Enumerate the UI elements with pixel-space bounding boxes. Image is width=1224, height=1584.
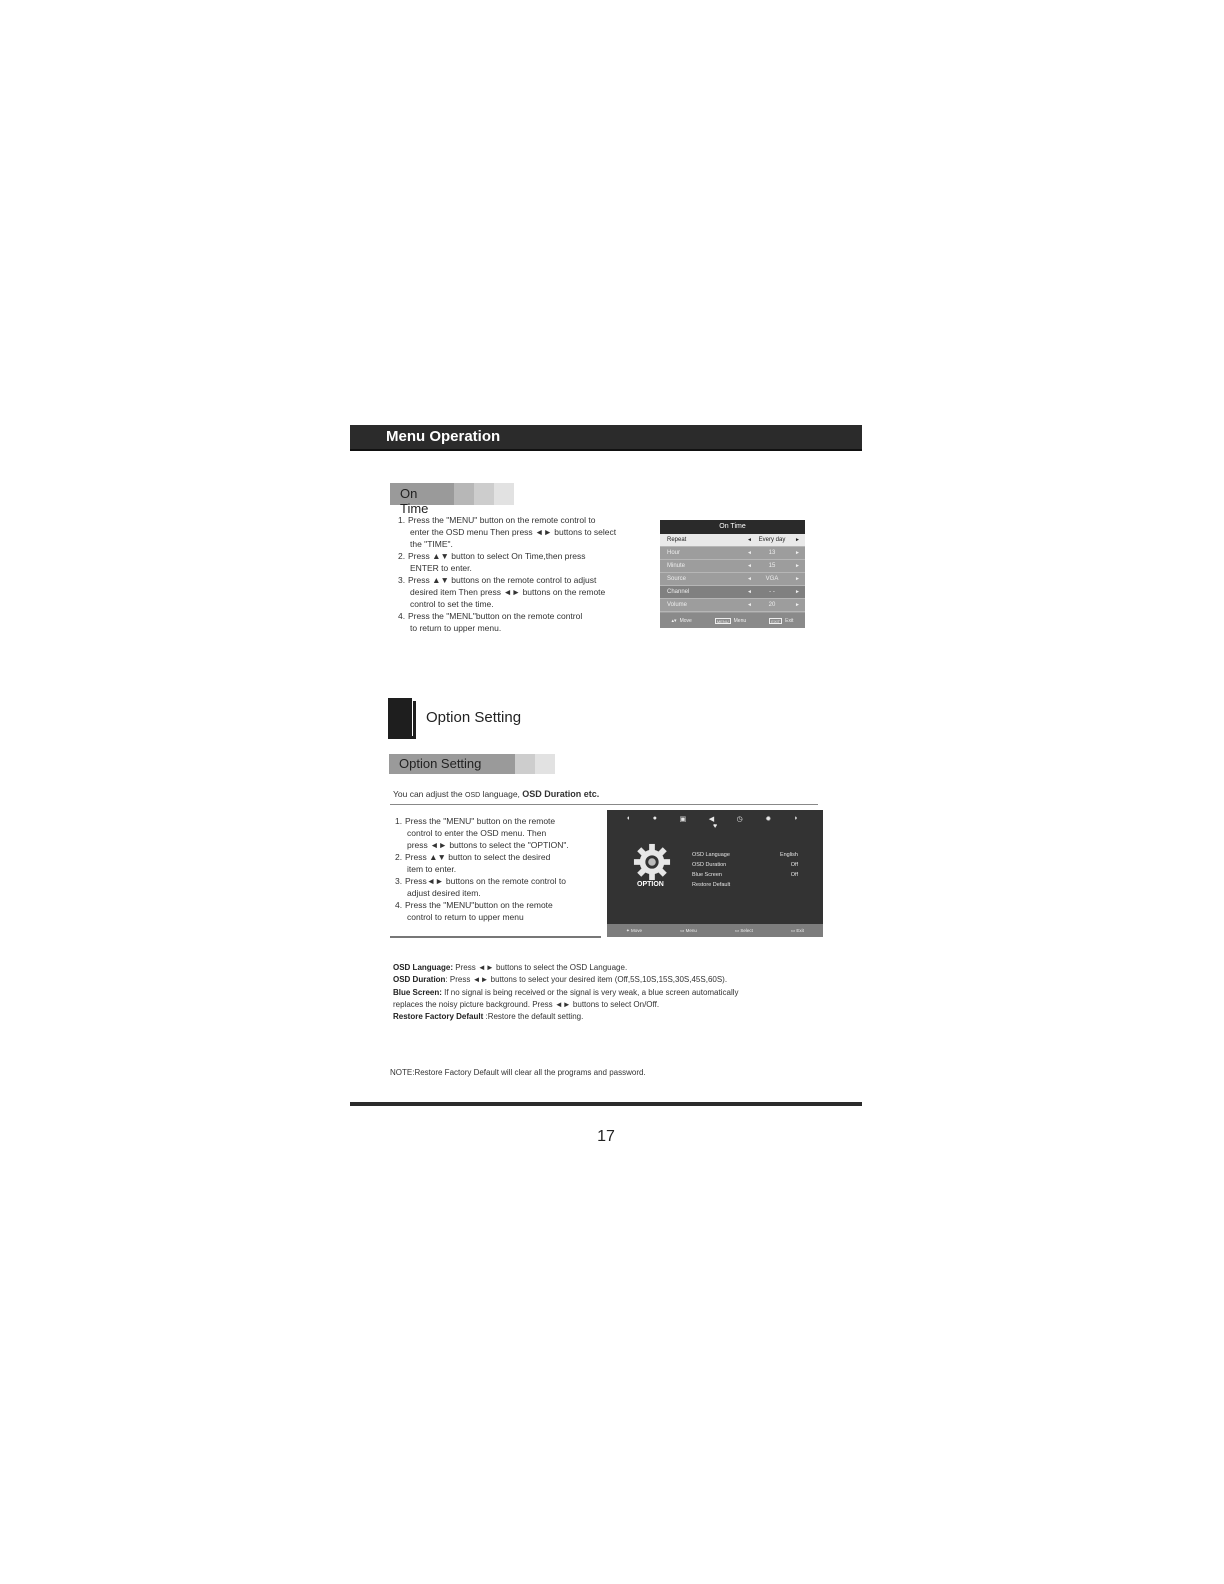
on-time-tab-text: On Time xyxy=(390,483,454,505)
osd-row xyxy=(660,547,805,560)
osd-row-label: Volume xyxy=(667,602,688,608)
intro-rule xyxy=(390,804,818,805)
step-text: item to enter. xyxy=(407,864,457,874)
intro-emphasis: OSD Duration etc. xyxy=(522,789,600,799)
step-number: 1. xyxy=(395,816,403,826)
right-arrow-icon: ► xyxy=(795,602,800,608)
step-item xyxy=(395,899,600,923)
intro-osd: OSD xyxy=(465,792,481,799)
note: NOTE:Restore Factory Default will clear all the programs and password. xyxy=(390,1068,646,1077)
on-time-steps xyxy=(398,514,648,634)
footer-move-label: Move xyxy=(679,617,692,624)
option-label: OPTION xyxy=(637,881,664,888)
move-arrows-icon: ▴▾ xyxy=(671,617,677,624)
step-item xyxy=(395,815,600,851)
selected-indicator-icon: ♥ xyxy=(713,823,718,830)
footer-exit: ▭ Exit xyxy=(790,927,804,933)
description-term: Restore Factory Default xyxy=(393,1012,484,1022)
section-marker-icon xyxy=(388,698,416,738)
step-number: 2. xyxy=(398,551,406,561)
exit-key-icon: EXIT xyxy=(771,618,781,624)
right-arrow-icon: ► xyxy=(795,563,800,569)
option-osd-footer xyxy=(607,924,823,937)
intro-mid: language, xyxy=(482,789,520,799)
header-title: Menu Operation xyxy=(386,428,501,445)
option-list xyxy=(692,850,816,890)
option-item-label: OSD Duration xyxy=(692,862,727,868)
osd-footer xyxy=(660,613,805,628)
osd-rows xyxy=(660,534,805,612)
steps-rule xyxy=(390,936,601,938)
intro-prefix: You can adjust the xyxy=(393,789,463,799)
right-arrow-icon: ► xyxy=(795,589,800,595)
header-bar xyxy=(350,425,862,451)
left-arrow-icon: ◄ xyxy=(747,576,752,582)
description-line xyxy=(393,987,739,999)
osd-row-value: 15 xyxy=(768,563,776,569)
footer-select: ▭ Select xyxy=(734,927,753,933)
description-text: : Press ◄► buttons to select your desired item (Off,5S,10S,15S,30S,45S,60S). xyxy=(445,975,728,985)
footer-menu: ▭ Menu xyxy=(680,927,697,933)
step-item xyxy=(395,851,600,875)
step-text: Press the "MENU" button on the remote control to xyxy=(408,515,596,525)
step-text: control to set the time. xyxy=(410,599,494,609)
description-line xyxy=(393,1011,739,1023)
footer-exit-label: Exit xyxy=(796,927,804,933)
option-descriptions xyxy=(393,962,739,1023)
osd-row-label: Channel xyxy=(667,589,690,595)
osd-row-value: Every day xyxy=(758,537,786,543)
step-number: 3. xyxy=(398,575,406,585)
description-text: replaces the noisy picture background. Press ◄► buttons to select On/Off. xyxy=(393,999,660,1009)
step-number: 4. xyxy=(398,611,406,621)
osd-row-value: 13 xyxy=(768,550,776,556)
description-text: :Restore the default setting. xyxy=(483,1012,584,1022)
option-item xyxy=(692,880,816,890)
osd-title: On Time xyxy=(660,520,805,534)
option-tab-text: Option Setting xyxy=(389,754,515,774)
osd-row-label: Hour xyxy=(667,550,681,556)
tab-fade-2 xyxy=(474,483,494,505)
step-item xyxy=(398,514,648,550)
osd-row-label: Source xyxy=(667,576,687,582)
gear-icon xyxy=(633,843,671,881)
osd-row xyxy=(660,586,805,599)
step-text: the "TIME". xyxy=(410,539,453,549)
option-osd-screen xyxy=(607,810,823,937)
left-arrow-icon: ◄ xyxy=(747,589,752,595)
step-text: control to enter the OSD menu. Then xyxy=(407,828,547,838)
step-text: Press◄► buttons on the remote control to xyxy=(405,876,566,886)
option-item-label: Blue Screen xyxy=(692,872,722,878)
option-item-label: Restore Default xyxy=(692,882,731,888)
footer-exit xyxy=(769,618,793,624)
option-item-label: OSD Language xyxy=(692,852,730,858)
step-text: Press ▲▼ button to select the desired xyxy=(405,852,551,862)
channel-icon: ◖ xyxy=(626,815,631,822)
option-item xyxy=(692,860,816,870)
on-time-tab-label xyxy=(390,483,514,516)
on-time-osd-screen xyxy=(660,520,805,628)
step-number: 1. xyxy=(398,515,406,525)
description-term: OSD Duration xyxy=(393,975,446,985)
screen-icon: ▣ xyxy=(679,816,687,823)
step-text: control to return to upper menu xyxy=(407,912,524,922)
osd-row-label: Repeat xyxy=(667,537,687,543)
footer-menu xyxy=(715,618,746,624)
step-item xyxy=(398,550,648,574)
footer-exit-label: Exit xyxy=(785,617,794,624)
left-arrow-icon: ◄ xyxy=(747,550,752,556)
right-arrow-icon: ► xyxy=(795,576,800,582)
step-text: ENTER to enter. xyxy=(410,563,472,573)
step-number: 4. xyxy=(395,900,403,910)
footer-move: ✦ Move xyxy=(626,927,643,933)
step-text: Press the "MENL"button on the remote control xyxy=(408,611,583,621)
description-text: Press ◄► buttons to select the OSD Language. xyxy=(453,963,628,972)
option-tab-label xyxy=(389,754,555,774)
osd-row xyxy=(660,560,805,573)
option-section-title: Option Setting xyxy=(426,709,522,726)
step-number: 2. xyxy=(395,852,403,862)
option-item-value: Off xyxy=(790,872,798,878)
step-text: Press ▲▼ buttons on the remote control to adjust xyxy=(408,575,597,585)
tab-fade-3 xyxy=(494,483,514,505)
step-text: press ◄► buttons to select the "OPTION". xyxy=(407,840,569,850)
osd-row xyxy=(660,599,805,612)
description-line xyxy=(393,999,739,1011)
step-number: 3. xyxy=(395,876,403,886)
step-text: Press the "MENU" button on the remote xyxy=(405,816,556,826)
option-item xyxy=(692,870,816,880)
left-arrow-icon: ◄ xyxy=(747,537,752,543)
osd-row-value: VGA xyxy=(765,576,779,582)
footer-move-label: Move xyxy=(631,927,643,933)
left-arrow-icon: ◄ xyxy=(747,563,752,569)
menu-key-icon: MENU xyxy=(716,618,729,624)
osd-row-label: Minute xyxy=(667,563,686,569)
option-steps xyxy=(395,815,600,923)
footer-menu-label: Menu xyxy=(685,927,697,933)
option-icon: ✹ xyxy=(765,816,772,823)
tab-fade-2 xyxy=(515,754,535,774)
right-arrow-icon: ► xyxy=(795,550,800,556)
sound-icon: ◀ xyxy=(708,816,715,823)
page-number: 17 xyxy=(597,1128,615,1145)
footer-move xyxy=(672,618,692,624)
step-item xyxy=(398,610,648,634)
description-line xyxy=(393,962,739,974)
footer-bar xyxy=(350,1102,862,1106)
lock-icon: ◗ xyxy=(793,815,798,822)
description-text: If no signal is being received or the signal is very weak, a blue screen automatically xyxy=(441,987,739,997)
option-item-value: Off xyxy=(790,862,798,868)
description-term: OSD Language: xyxy=(393,963,454,972)
option-intro xyxy=(393,789,599,799)
step-text: adjust desired item. xyxy=(407,888,481,898)
osd-row xyxy=(660,534,805,547)
picture-icon: ● xyxy=(652,815,658,822)
step-text: enter the OSD menu Then press ◄► buttons to select xyxy=(410,527,617,537)
description-term: Blue Screen: xyxy=(393,987,442,997)
right-arrow-icon: ► xyxy=(795,537,800,543)
osd-row xyxy=(660,573,805,586)
time-icon: ◷ xyxy=(736,816,743,823)
tab-fade-3 xyxy=(535,754,555,774)
step-text: Press ▲▼ button to select On Time,then press xyxy=(408,551,586,561)
option-item xyxy=(692,850,816,860)
step-item xyxy=(398,574,648,610)
step-text: Press the "MENU"button on the remote xyxy=(405,900,553,910)
option-item-value: English xyxy=(779,852,798,858)
description-line xyxy=(393,974,739,986)
osd-row-value: 20 xyxy=(768,602,776,608)
left-arrow-icon: ◄ xyxy=(747,602,752,608)
step-text: to return to upper menu. xyxy=(410,623,502,633)
osd-menu-icons xyxy=(626,815,798,823)
tab-fade-1 xyxy=(454,483,474,505)
step-text: desired item Then press ◄► buttons on the remote xyxy=(410,587,606,597)
footer-select-label: Select xyxy=(740,927,753,933)
osd-row-value: - - xyxy=(769,589,775,595)
footer-menu-label: Menu xyxy=(733,617,747,624)
step-item xyxy=(395,875,600,899)
